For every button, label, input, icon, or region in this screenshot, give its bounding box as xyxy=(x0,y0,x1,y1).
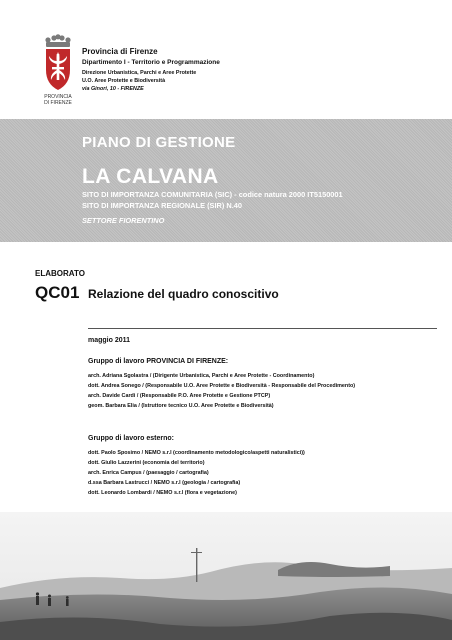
group-member: dott. Paolo Sposimo / NEMO s.r.l (coordinamento metodologico/aspetti naturalistici)) xyxy=(88,450,305,456)
group-member: dott. Leonardo Lombardi / NEMO s.r.l (flora e vegetazione) xyxy=(88,490,237,496)
elaborato-label: ELABORATO xyxy=(35,269,85,278)
crown-icon xyxy=(45,34,70,47)
logo-caption-line: DI FIRENZE xyxy=(44,100,72,106)
group-member: dott. Giulio Lazzerini (economia del territorio) xyxy=(88,460,205,466)
sir-line: SITO DI IMPORTANZA REGIONALE (SIR) N.40 xyxy=(82,201,243,210)
divider xyxy=(88,328,437,329)
document-date: maggio 2011 xyxy=(88,337,131,344)
provincia-firenze-logo xyxy=(38,34,78,92)
sector-line: SETTORE FIORENTINO xyxy=(82,216,165,225)
group-member: arch. Adriana Sgolastra / (Dirigente Urbanistica, Parchi e Aree Protette - Coordinamento) xyxy=(88,373,315,379)
group-title: Gruppo di lavoro PROVINCIA DI FIRENZE: xyxy=(88,358,229,365)
logo-caption xyxy=(38,94,78,106)
group-member: arch. Davide Cardi / (Responsabile P.O. Aree Protette e Gestione PTCP) xyxy=(88,393,271,399)
landscape-photo xyxy=(0,512,452,640)
sic-line: SITO DI IMPORTANZA COMUNITARIA (SIC) - codice natura 2000 IT5150001 xyxy=(82,190,343,199)
direction: Direzione Urbanistica, Parchi e Aree Protette xyxy=(82,70,197,76)
site-name: LA CALVANA xyxy=(82,165,219,188)
group-title: Gruppo di lavoro esterno: xyxy=(88,435,174,442)
group-member: arch. Enrica Campus / (paesaggio / cartografia) xyxy=(88,470,209,476)
address: via Ginori, 10 - FIRENZE xyxy=(82,86,144,92)
logo-caption-line: PROVINCIA xyxy=(44,94,72,100)
department: Dipartimento I - Territorio e Programmazione xyxy=(82,59,220,66)
elaborato-title: Relazione del quadro conoscitivo xyxy=(88,287,279,301)
unit: U.O. Aree Protette e Biodiversità xyxy=(82,78,166,84)
group-member: d.ssa Barbara Lastrucci / NEMO s.r.l (geologia / cartografia) xyxy=(88,480,241,486)
group-member: geom. Barbara Elia / (Istruttore tecnico U.O. Aree Protette e Biodiversità) xyxy=(88,403,274,409)
org-name: Provincia di Firenze xyxy=(82,47,158,56)
plan-title: PIANO DI GESTIONE xyxy=(82,134,236,151)
group-member: dott. Andrea Sonego / (Responsabile U.O. Aree Protette e Biodiversità - Responsabile del Procedimento) xyxy=(88,383,356,389)
elaborato-code: QC01 xyxy=(35,283,80,302)
